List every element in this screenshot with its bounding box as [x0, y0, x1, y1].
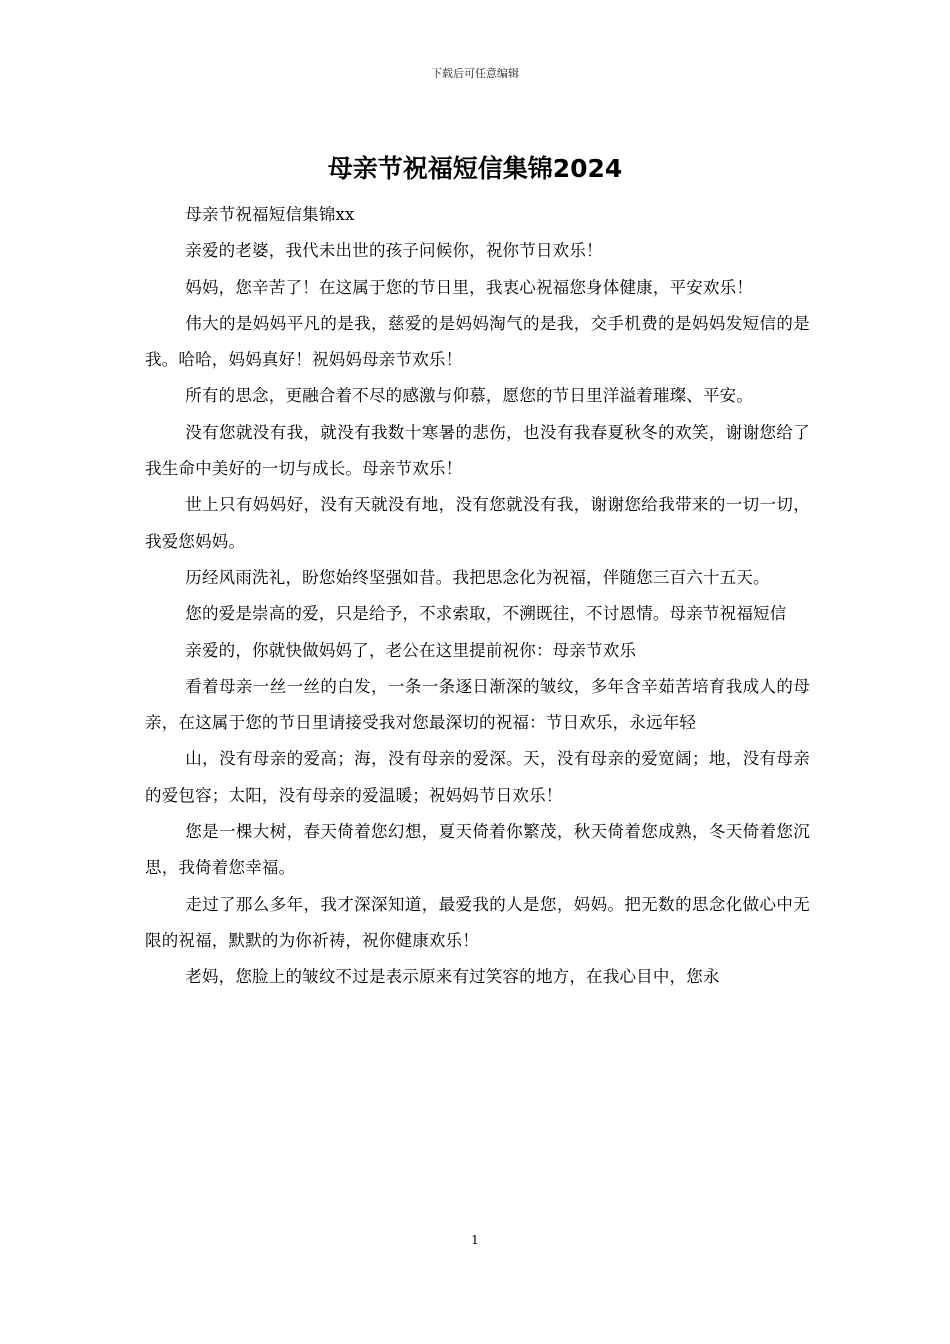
paragraph: 看着母亲一丝一丝的白发，一条一条逐日渐深的皱纹，多年含辛茹苦培育我成人的母亲，在这属于您的节日里请接受我对您最深切的祝福：节日欢乐，永远年轻 — [145, 676, 810, 733]
paragraph: 老妈，您脸上的皱纹不过是表示原来有过笑容的地方，在我心目中，您永 — [185, 967, 720, 987]
paragraph: 您是一棵大树，春天倚着您幻想，夏天倚着你繁茂，秋天倚着您成熟，冬天倚着您沉思，我倚着您幸福。 — [145, 822, 810, 878]
document-body — [145, 197, 810, 996]
paragraph: 亲爱的老婆，我代未出世的孩子问候你，祝你节日欢乐！ — [185, 241, 603, 261]
paragraph: 您的爱是崇高的爱，只是给予，不求索取，不溯既往，不讨恩情。母亲节祝福短信 — [185, 604, 787, 624]
paragraph: 所有的思念，更融合着不尽的感激与仰慕，愿您的节日里洋溢着璀璨、平安。 — [185, 386, 754, 406]
paragraph: 亲爱的，你就快做妈妈了，老公在这里提前祝你：母亲节欢乐 — [185, 640, 637, 660]
paragraph: 伟大的是妈妈平凡的是我，慈爱的是妈妈淘气的是我，交手机费的是妈妈发短信的是我。哈哈，妈妈真好！祝妈妈母亲节欢乐！ — [145, 313, 810, 370]
paragraph-subtitle: 母亲节祝福短信集锦xx — [185, 205, 355, 224]
paragraph: 没有您就没有我，就没有我数十寒暑的悲伤，也没有我春夏秋冬的欢笑，谢谢您给了我生命中美好的一切与成长。母亲节欢乐！ — [145, 422, 810, 479]
page-header: 下载后可任意编辑 — [431, 67, 519, 80]
page-number: 1 — [471, 1233, 479, 1247]
paragraph: 世上只有妈妈好，没有天就没有地，没有您就没有我，谢谢您给我带来的一切一切，我爱您妈妈。 — [145, 495, 810, 551]
document-title: 母亲节祝福短信集锦2024 — [327, 154, 623, 183]
paragraph: 历经风雨洗礼，盼您始终坚强如昔。我把思念化为祝福，伴随您三百六十五天。 — [185, 567, 770, 587]
paragraph: 妈妈，您辛苦了！在这属于您的节日里，我衷心祝福您身体健康，平安欢乐！ — [185, 277, 754, 297]
paragraph: 山，没有母亲的爱高；海，没有母亲的爱深。天，没有母亲的爱宽阔；地，没有母亲的爱包容；太阳，没有母亲的爱温暖；祝妈妈节日欢乐！ — [145, 749, 810, 805]
paragraph: 走过了那么多年，我才深深知道，最爱我的人是您，妈妈。把无数的思念化做心中无限的祝福，默默的为你祈祷，祝你健康欢乐！ — [145, 894, 810, 950]
